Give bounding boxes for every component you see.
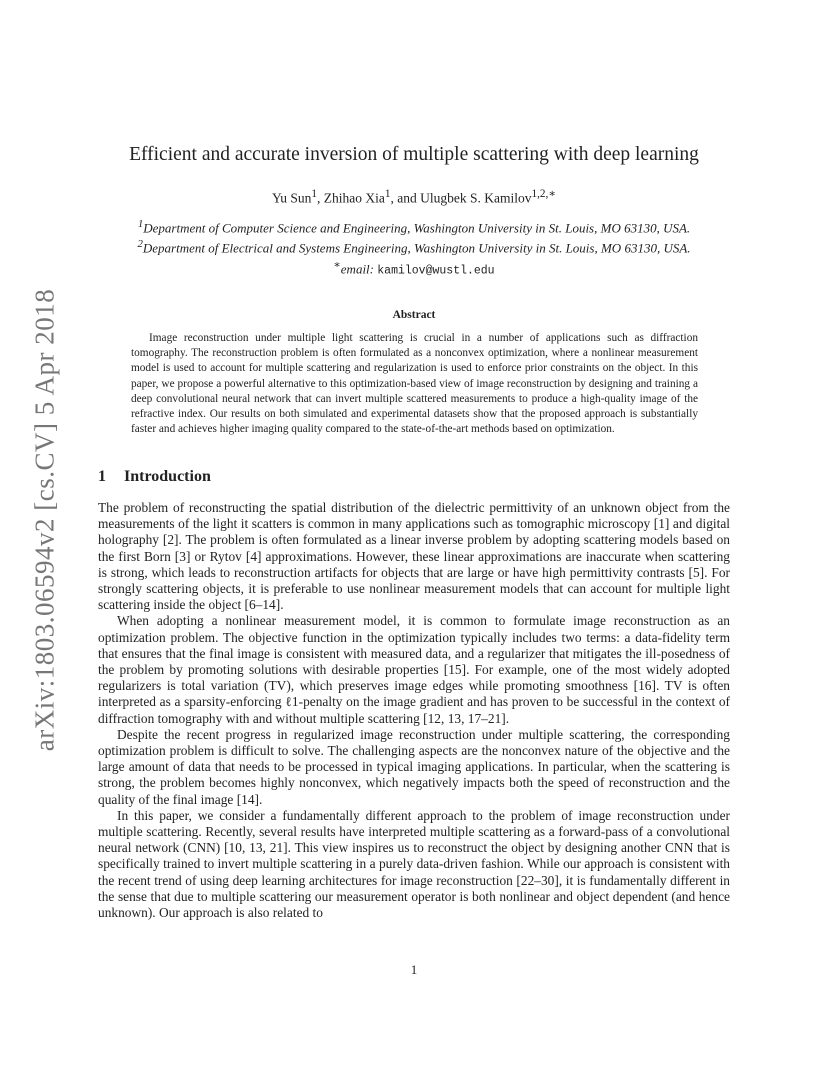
affiliations [0, 216, 828, 279]
email-address[interactable]: kamilov@wustl.edu [377, 263, 495, 277]
section-number: 1 [98, 468, 106, 485]
author-affiliation-mark: 1 [311, 188, 317, 200]
author-name: Yu Sun [271, 190, 312, 206]
contact-email: ∗email: kamilov@wustl.edu [333, 258, 495, 277]
author-affiliation-mark: 1,2,∗ [531, 188, 557, 200]
arxiv-identifier-text: arXiv:1803.06594v2 [cs.CV] 5 Apr 2018 [29, 288, 60, 752]
section-body [98, 500, 730, 921]
author-affiliation-mark: 1 [384, 188, 391, 200]
body-paragraph: Despite the recent progress in regularized image reconstruction under multiple scattering, the corresponding optimization problem is difficult to solve. The challenging aspects are the nonconvex nature of the objective and the large amount of data that needs to be processed in typical imaging applications. In particular, when the scattering is strong, the problem becomes highly nonconvex, which negatively impacts both the speed of reconstruction and the quality of the final image [14]. [98, 726, 730, 807]
page-number: 1 [410, 962, 418, 977]
affiliation-1: $^1$Department of Computer Science and Engineering, Washington University in St. Louis, MO 63130, USA. [137, 218, 691, 236]
affiliation-2: $^2$Department of Electrical and Systems Engineering, Washington University in St. Louis, MO 63130, USA. [137, 238, 691, 256]
paper-title: Efficient and accurate inversion of multiple scattering with deep learning [129, 144, 699, 165]
abstract-text: Image reconstruction under multiple light scattering is crucial in a number of applications such as diffraction tomography. The reconstruction problem is often formulated as a nonconvex optimization, where a nonlinear measurement model is used to account for multiple scattering and regularization is used to enforce prior constraints on the object. In this paper, we propose a powerful alternative to this optimization-based view of image reconstruction by designing and training a deep convolutional neural network that can invert multiple scattered measurements to produce a high-quality image of the refractive index. Our results on both simulated and experimental datasets show that the proposed approach is substantially faster and achieves higher imaging quality compared to the state-of-the-art methods based on optimization. [131, 332, 698, 436]
author-name: and Ulugbek S. Kamilov [397, 190, 532, 206]
body-paragraph: When adopting a nonlinear measurement model, it is common to formulate image reconstruction as an optimization problem. The objective function in the optimization typically includes two terms: a data-fidelity term that ensures that the final image is consistent with measured data, and a regularizer that mitigates the ill-posedness of the problem by promoting solutions with desirable properties [15]. For example, one of the most widely adopted regularizers is total variation (TV), which preserves image edges while promoting smoothness [16]. TV is often interpreted as a sparsity-enforcing ℓ1-penalty on the image gradient and has proven to be successful in the context of diffraction tomography with and without multiple scattering [12, 13, 17–21]. [98, 613, 730, 726]
author-list: Yu Sun$^1$, Zhihao Xia$^1$, and Ulugbek S. Kamilov$^{1,2,∗}$ [271, 188, 557, 206]
section-heading [98, 468, 211, 486]
author-name: Zhihao Xia [323, 190, 385, 206]
section-title: Introduction [124, 468, 211, 485]
arxiv-identifier [27, 290, 63, 750]
body-paragraph: In this paper, we consider a fundamentally different approach to the problem of image reconstruction under multiple scattering. Recently, several results have interpreted multiple scattering as a forward-pass of a convolutional neural network (CNN) [10, 13, 21]. This view inspires us to reconstruct the object by designing another CNN that is specifically trained to invert multiple scattering in a purely data-driven fashion. While our approach is consistent with the recent trend of using deep learning architectures for image reconstruction [22–30], it is fundamentally different in the sense that due to multiple scattering our measurement operator is both nonlinear and object dependent (and hence unknown). Our approach is also related to [98, 807, 730, 921]
abstract-heading: Abstract [392, 309, 436, 321]
body-paragraph: The problem of reconstructing the spatial distribution of the dielectric permittivity of an unknown object from the measurements of the light it scatters is common in many applications such as tomographic microscopy [1] and digital holography [2]. The problem is often formulated as a linear inverse problem by adopting scattering models based on the first Born [3] or Rytov [4] approximations. However, these linear approximations are inaccurate when scattering is strong, which leads to reconstruction artifacts for objects that are large or have high permittivity contrasts [5]. For strongly scattering objects, it is preferable to use nonlinear measurement models that can account for multiple light scattering inside the object [6–14]. [98, 500, 730, 613]
